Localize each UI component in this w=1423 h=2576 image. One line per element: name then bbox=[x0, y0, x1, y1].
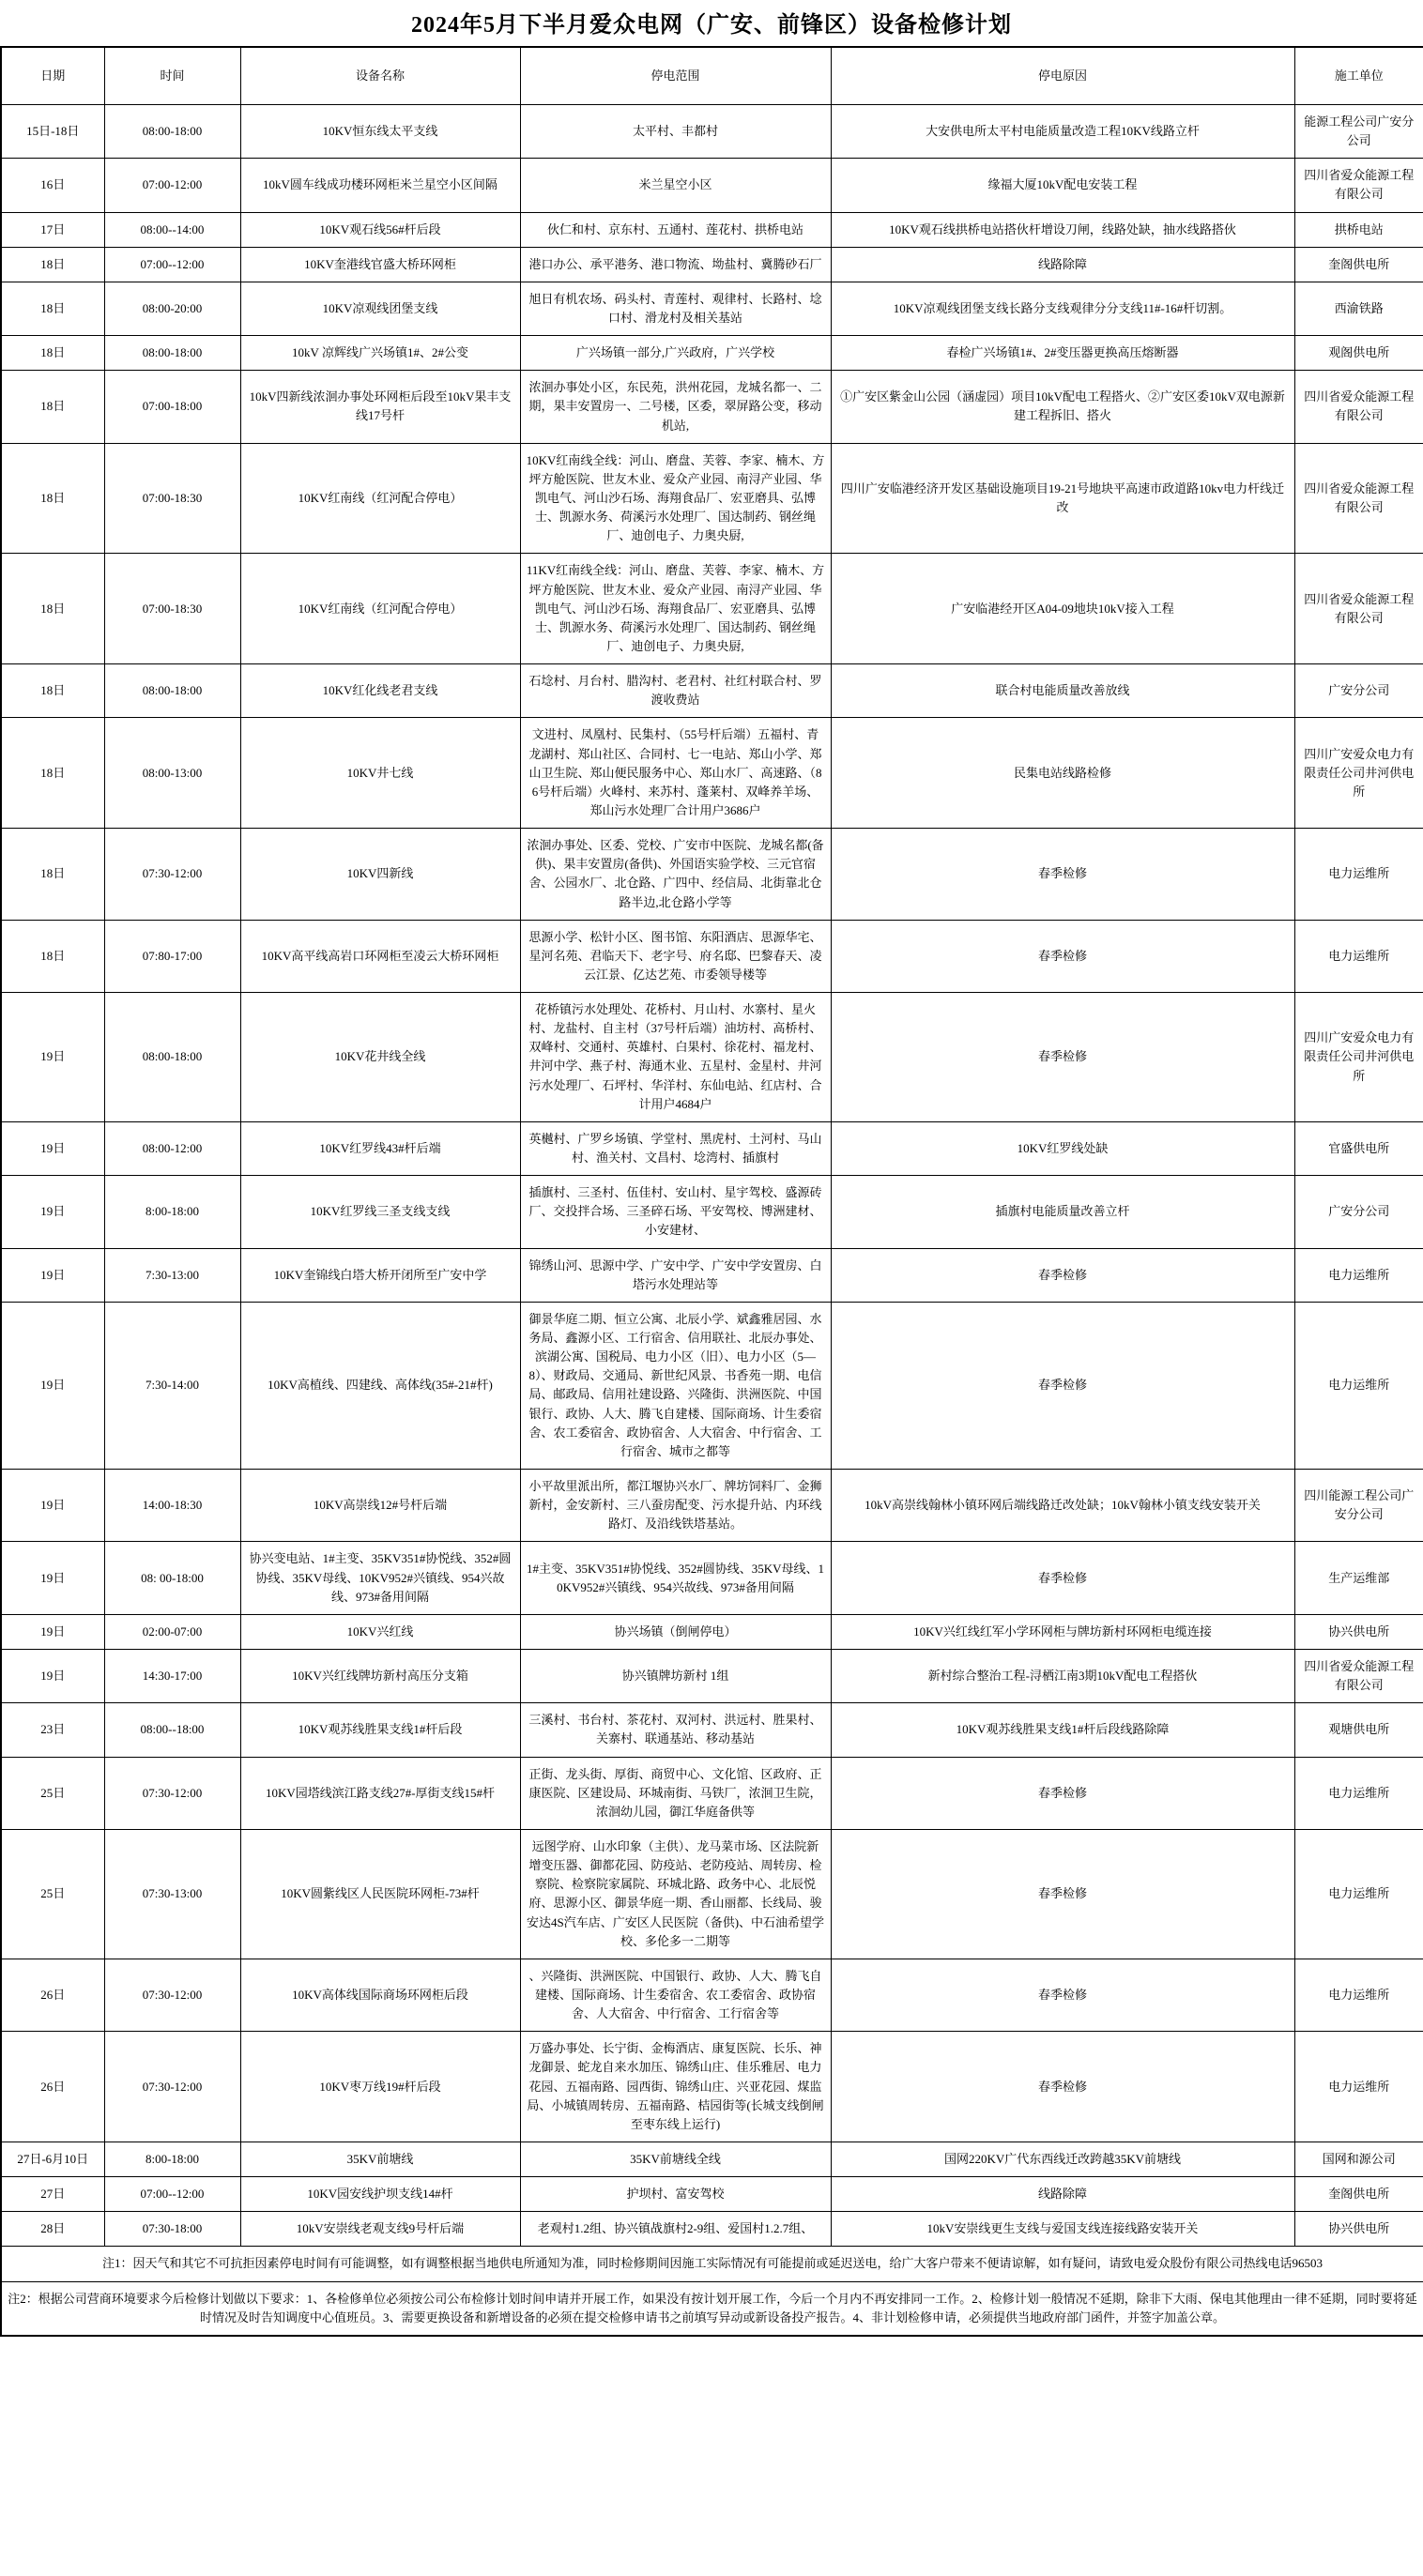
cell-equipment: 10KV红罗线43#杆后端 bbox=[240, 1121, 520, 1175]
note-text: 注1：因天气和其它不可抗拒因素停电时间有可能调整，如有调整根据当地供电所通知为准，同时检修期间因施工实际情况有可能提前或延迟送电，给广大客户带来不便请谅解，如有疑问，请致电爱众股份有限公司热线电话96503 bbox=[1, 2247, 1423, 2281]
cell-outage-range: 远图学府、山水印象（主供）、龙马菜市场、区法院新增变压器、御都花园、防疫站、老防疫站、周转房、检察院、检察院家属院、环城北路、政务中心、北辰悦府、思源小区、御景华庭一期、香山丽都、长线局、骏安达4S汽车店、广安区人民医院（备供)、中石油希望学校、多伦多一二期等 bbox=[520, 1829, 831, 1959]
table-row bbox=[1, 664, 1423, 718]
cell-construction-unit: 四川能源工程公司广安分公司 bbox=[1294, 1470, 1423, 1542]
maintenance-schedule-table bbox=[0, 46, 1423, 2337]
cell-date: 19日 bbox=[1, 993, 104, 1122]
cell-outage-reason: 10kV安崇线更生支线与爱国支线连接线路安装开关 bbox=[831, 2212, 1294, 2247]
cell-outage-reason: 广安临港经开区A04-09地块10kV接入工程 bbox=[831, 554, 1294, 664]
cell-outage-reason: 民集电站线路检修 bbox=[831, 718, 1294, 829]
table-header bbox=[1, 47, 1423, 105]
cell-outage-reason: 春季检修 bbox=[831, 1829, 1294, 1959]
cell-outage-reason: 插旗村电能质量改善立杆 bbox=[831, 1176, 1294, 1248]
cell-outage-range: 太平村、丰都村 bbox=[520, 105, 831, 159]
cell-equipment: 协兴变电站、1#主变、35KV351#协悦线、352#圆协线、35KV母线、10KV952#兴镇线、954兴故线、973#备用间隔 bbox=[240, 1542, 520, 1614]
table-row bbox=[1, 282, 1423, 335]
header-cell-time: 时间 bbox=[104, 47, 240, 105]
cell-date: 18日 bbox=[1, 371, 104, 443]
table-row bbox=[1, 1757, 1423, 1829]
table-row bbox=[1, 920, 1423, 992]
cell-outage-reason: 联合村电能质量改善放线 bbox=[831, 664, 1294, 718]
cell-time: 08: 00-18:00 bbox=[104, 1542, 240, 1614]
cell-time: 8:00-18:00 bbox=[104, 1176, 240, 1248]
table-row bbox=[1, 2032, 1423, 2142]
cell-date: 19日 bbox=[1, 1650, 104, 1703]
cell-outage-range: 旭日有机农场、码头村、青莲村、观律村、长路村、埝口村、滑龙村及相关基站 bbox=[520, 282, 831, 335]
cell-construction-unit: 拱桥电站 bbox=[1294, 212, 1423, 247]
cell-construction-unit: 电力运维所 bbox=[1294, 1757, 1423, 1829]
header-cell-outage-range: 停电范围 bbox=[520, 47, 831, 105]
cell-construction-unit: 协兴供电所 bbox=[1294, 1614, 1423, 1649]
cell-outage-reason: 10KV观石线拱桥电站搭伙杆增设刀闸，线路处缺，抽水线路搭伙 bbox=[831, 212, 1294, 247]
table-row bbox=[1, 1703, 1423, 1757]
cell-date: 19日 bbox=[1, 1121, 104, 1175]
table-row bbox=[1, 336, 1423, 371]
cell-construction-unit: 电力运维所 bbox=[1294, 1302, 1423, 1469]
cell-construction-unit: 四川省爱众能源工程有限公司 bbox=[1294, 554, 1423, 664]
cell-outage-range: 三溪村、书台村、茶花村、双河村、洪远村、胜果村、关寨村、联通基站、移动基站 bbox=[520, 1703, 831, 1757]
cell-outage-range: 35KV前塘线全线 bbox=[520, 2142, 831, 2176]
cell-outage-reason: 四川广安临港经济开发区基础设施项目19-21号地块平高速市政道路10kv电力杆线迁改 bbox=[831, 443, 1294, 554]
cell-time: 14:30-17:00 bbox=[104, 1650, 240, 1703]
cell-date: 19日 bbox=[1, 1542, 104, 1614]
cell-construction-unit: 国网和源公司 bbox=[1294, 2142, 1423, 2176]
cell-construction-unit: 四川省爱众能源工程有限公司 bbox=[1294, 159, 1423, 212]
cell-equipment: 10KV高平线高岩口环网柜至凌云大桥环网柜 bbox=[240, 920, 520, 992]
cell-construction-unit: 官盛供电所 bbox=[1294, 1121, 1423, 1175]
cell-time: 07:30-18:00 bbox=[104, 2212, 240, 2247]
cell-equipment: 10KV红化线老君支线 bbox=[240, 664, 520, 718]
cell-equipment: 10kV圆车线成功楼环网柜米兰星空小区间隔 bbox=[240, 159, 520, 212]
cell-construction-unit: 电力运维所 bbox=[1294, 920, 1423, 992]
cell-time: 08:00-18:00 bbox=[104, 664, 240, 718]
cell-time: 7:30-13:00 bbox=[104, 1248, 240, 1302]
note-row bbox=[1, 2281, 1423, 2336]
cell-outage-reason: 春季检修 bbox=[831, 920, 1294, 992]
cell-outage-range: 插旗村、三圣村、伍佳村、安山村、星宇驾校、盛源砖厂、交投拌合场、三圣碎石场、平安驾校、博洲建材、小安建材、 bbox=[520, 1176, 831, 1248]
cell-date: 18日 bbox=[1, 920, 104, 992]
cell-construction-unit: 广安分公司 bbox=[1294, 664, 1423, 718]
cell-outage-range: 文进村、凤凰村、民集村、（55号杆后端）五福村、青龙湖村、郑山社区、合同村、七一电站、郑山小学、郑山卫生院、郑山便民服务中心、郑山水厂、高速路、（86号杆后端）火峰村、来苏村、蓬莱村、双峰养羊场、郑山污水处理厂合计用户3686户 bbox=[520, 718, 831, 829]
table-row bbox=[1, 1959, 1423, 2031]
cell-date: 16日 bbox=[1, 159, 104, 212]
cell-time: 07:00--12:00 bbox=[104, 2177, 240, 2212]
table-row bbox=[1, 993, 1423, 1122]
cell-construction-unit: 电力运维所 bbox=[1294, 2032, 1423, 2142]
cell-outage-range: 锦绣山河、思源中学、广安中学、广安中学安置房、白塔污水处理站等 bbox=[520, 1248, 831, 1302]
cell-equipment: 10KV高植线、四建线、高体线(35#-21#杆) bbox=[240, 1302, 520, 1469]
cell-date: 25日 bbox=[1, 1757, 104, 1829]
cell-equipment: 10KV园安线护坝支线14#杆 bbox=[240, 2177, 520, 2212]
cell-date: 27日 bbox=[1, 2177, 104, 2212]
cell-time: 07:80-17:00 bbox=[104, 920, 240, 992]
table-row bbox=[1, 2177, 1423, 2212]
page-title: 2024年5月下半月爱众电网（广安、前锋区）设备检修计划 bbox=[411, 13, 1012, 38]
cell-time: 08:00-20:00 bbox=[104, 282, 240, 335]
cell-outage-range: 米兰星空小区 bbox=[520, 159, 831, 212]
notes-section bbox=[1, 2247, 1423, 2336]
cell-equipment: 10KV兴红线 bbox=[240, 1614, 520, 1649]
table-row bbox=[1, 1829, 1423, 1959]
cell-equipment: 10KV红南线（红河配合停电） bbox=[240, 443, 520, 554]
table-row bbox=[1, 443, 1423, 554]
cell-outage-reason: 春季检修 bbox=[831, 1959, 1294, 2031]
table-row bbox=[1, 1650, 1423, 1703]
cell-time: 08:00-18:00 bbox=[104, 105, 240, 159]
note-text: 注2：根据公司营商环境要求今后检修计划做以下要求：1、各检修单位必须按公司公布检修计划时间申请并开展工作，如果没有按计划开展工作，今后一个月内不再安排同一工作。2、检修计划一般情况不延期，除非下大雨、保电其他理由一律不延期，同时要将延时情况及时告知调度中心值班员。3、需要更换设备和新增设备的必须在提交检修申请书之前填写异动或新设备投产报告。4、非计划检修申请，必须提供当地政府部门函件，并签字加盖公章。 bbox=[1, 2281, 1423, 2336]
cell-construction-unit: 西渝铁路 bbox=[1294, 282, 1423, 335]
cell-outage-reason: 线路除障 bbox=[831, 247, 1294, 282]
cell-time: 07:30-12:00 bbox=[104, 1959, 240, 2031]
cell-outage-range: 老观村1.2组、协兴镇战旗村2-9组、爱国村1.2.7组、 bbox=[520, 2212, 831, 2247]
cell-outage-reason: 春检广兴场镇1#、2#变压器更换高压熔断器 bbox=[831, 336, 1294, 371]
cell-time: 08:00-18:00 bbox=[104, 336, 240, 371]
table-row bbox=[1, 105, 1423, 159]
cell-construction-unit: 四川广安爱众电力有限责任公司井河供电所 bbox=[1294, 718, 1423, 829]
cell-construction-unit: 奎阁供电所 bbox=[1294, 2177, 1423, 2212]
cell-equipment: 10KV观石线56#杆后段 bbox=[240, 212, 520, 247]
cell-outage-reason: 10KV凉观线团堡支线长路分支线观律分分支线11#-16#杆切割。 bbox=[831, 282, 1294, 335]
cell-time: 07:30-12:00 bbox=[104, 1757, 240, 1829]
header-cell-date: 日期 bbox=[1, 47, 104, 105]
table-row bbox=[1, 1614, 1423, 1649]
cell-outage-range: 11KV红南线全线：河山、磨盘、芙蓉、李家、楠木、方坪方舱医院、世友木业、爱众产业园、南浔产业园、华凯电气、河山沙石场、海翔食品厂、宏亚磨具、弘博士、凯源水务、荷溪污水处理厂、国达制药、钢丝绳厂、迪创电子、力奥央厨, bbox=[520, 554, 831, 664]
cell-construction-unit: 生产运维部 bbox=[1294, 1542, 1423, 1614]
table-row bbox=[1, 212, 1423, 247]
cell-outage-range: 护坝村、富安驾校 bbox=[520, 2177, 831, 2212]
cell-construction-unit: 观阁供电所 bbox=[1294, 336, 1423, 371]
table-row bbox=[1, 371, 1423, 443]
cell-outage-range: 协兴镇牌坊新村 1组 bbox=[520, 1650, 831, 1703]
table-row bbox=[1, 1121, 1423, 1175]
cell-time: 07:30-12:00 bbox=[104, 2032, 240, 2142]
cell-construction-unit: 四川广安爱众电力有限责任公司井河供电所 bbox=[1294, 993, 1423, 1122]
cell-outage-reason: 10KV红罗线处缺 bbox=[831, 1121, 1294, 1175]
cell-construction-unit: 四川省爱众能源工程有限公司 bbox=[1294, 443, 1423, 554]
table-row bbox=[1, 1248, 1423, 1302]
table-row bbox=[1, 1302, 1423, 1469]
cell-outage-range: 石埝村、月台村、腊沟村、老君村、社红村联合村、罗渡收费站 bbox=[520, 664, 831, 718]
cell-time: 7:30-14:00 bbox=[104, 1302, 240, 1469]
cell-date: 15日-18日 bbox=[1, 105, 104, 159]
cell-date: 27日-6月10日 bbox=[1, 2142, 104, 2176]
cell-outage-reason: 线路除障 bbox=[831, 2177, 1294, 2212]
cell-date: 25日 bbox=[1, 1829, 104, 1959]
cell-date: 17日 bbox=[1, 212, 104, 247]
cell-date: 26日 bbox=[1, 2032, 104, 2142]
cell-outage-range: 浓洄办事处小区，东民苑，洪州花园，龙城名都一、二期，果丰安置房一、二号楼，区委，翠屏路公变，移动机站, bbox=[520, 371, 831, 443]
cell-outage-reason: 春季检修 bbox=[831, 1542, 1294, 1614]
table-row bbox=[1, 247, 1423, 282]
cell-outage-reason: 新村综合整治工程-浔栖江南3期10kV配电工程搭伙 bbox=[831, 1650, 1294, 1703]
cell-outage-reason: 10kV高崇线翰林小镇环网后端线路迁改处缺；10kV翰林小镇支线安装开关 bbox=[831, 1470, 1294, 1542]
cell-date: 18日 bbox=[1, 829, 104, 921]
cell-date: 26日 bbox=[1, 1959, 104, 2031]
cell-outage-reason: 10KV兴红线红军小学环网柜与牌坊新村环网柜电缆连接 bbox=[831, 1614, 1294, 1649]
table-row bbox=[1, 2142, 1423, 2176]
table-row bbox=[1, 2212, 1423, 2247]
cell-equipment: 10KV园塔线滨江路支线27#-厚街支线15#杆 bbox=[240, 1757, 520, 1829]
cell-outage-range: 万盛办事处、长宁街、金梅酒店、康复医院、长乐、神龙御景、蛇龙自来水加压、锦绣山庄、佳乐雅居、电力花园、五福南路、园西街、锦绣山庄、兴亚花园、煤监局、小城镇周转房、五福南路、桔园街等(长城支线倒闸至枣东线上运行) bbox=[520, 2032, 831, 2142]
table-row bbox=[1, 1542, 1423, 1614]
cell-date: 23日 bbox=[1, 1703, 104, 1757]
cell-equipment: 10KV花井线全线 bbox=[240, 993, 520, 1122]
cell-date: 19日 bbox=[1, 1302, 104, 1469]
cell-time: 08:00--18:00 bbox=[104, 1703, 240, 1757]
cell-equipment: 10KV红罗线三圣支线支线 bbox=[240, 1176, 520, 1248]
cell-outage-range: 小平故里派出所，都江堰协兴水厂、牌坊饲料厂、金狮新村，金安新村、三八蚕房配变、污水提升站、内环线路灯、及沿线铁塔基站。 bbox=[520, 1470, 831, 1542]
cell-time: 08:00-12:00 bbox=[104, 1121, 240, 1175]
cell-date: 19日 bbox=[1, 1470, 104, 1542]
cell-time: 14:00-18:30 bbox=[104, 1470, 240, 1542]
cell-equipment: 35KV前塘线 bbox=[240, 2142, 520, 2176]
cell-outage-reason: 国网220KV广代东西线迁改跨越35KV前塘线 bbox=[831, 2142, 1294, 2176]
cell-equipment: 10kV四新线浓洄办事处环网柜后段至10kV果丰支线17号杆 bbox=[240, 371, 520, 443]
cell-equipment: 10KV高崇线12#号杆后端 bbox=[240, 1470, 520, 1542]
cell-equipment: 10KV观苏线胜果支线1#杆后段 bbox=[240, 1703, 520, 1757]
cell-outage-reason: 春季检修 bbox=[831, 1757, 1294, 1829]
cell-outage-range: 协兴场镇（倒闸停电） bbox=[520, 1614, 831, 1649]
cell-equipment: 10KV凉观线团堡支线 bbox=[240, 282, 520, 335]
cell-outage-range: 、兴隆街、洪洲医院、中国银行、政协、人大、腾飞自建楼、国际商场、计生委宿舍、农工委宿舍、政协宿舍、人大宿舍、中行宿舍、工行宿舍等 bbox=[520, 1959, 831, 2031]
cell-equipment: 10KV恒东线太平支线 bbox=[240, 105, 520, 159]
cell-time: 07:00-18:30 bbox=[104, 554, 240, 664]
header-cell-outage-reason: 停电原因 bbox=[831, 47, 1294, 105]
cell-outage-range: 伙仁和村、京东村、五通村、莲花村、拱桥电站 bbox=[520, 212, 831, 247]
cell-construction-unit: 协兴供电所 bbox=[1294, 2212, 1423, 2247]
cell-construction-unit: 电力运维所 bbox=[1294, 1959, 1423, 2031]
cell-outage-reason: 春季检修 bbox=[831, 993, 1294, 1122]
cell-outage-range: 正街、龙头街、厚街、商贸中心、文化馆、区政府、正康医院、区建设局、环城南街、马铁厂，浓洄卫生院，浓洄幼儿园，御江华庭备供等 bbox=[520, 1757, 831, 1829]
cell-time: 07:00--12:00 bbox=[104, 247, 240, 282]
cell-date: 18日 bbox=[1, 247, 104, 282]
table-row bbox=[1, 1176, 1423, 1248]
cell-outage-range: 浓洄办事处、区委、党校、广安市中医院、龙城名都(备供)、果丰安置房(备供)、外国语实验学校、三元官宿舍、公园水厂、北仓路、广四中、经信局、北街靠北仓路半边,北仓路小学等 bbox=[520, 829, 831, 921]
cell-outage-reason: 缘福大厦10kV配电安装工程 bbox=[831, 159, 1294, 212]
cell-outage-reason: 大安供电所太平村电能质量改造工程10KV线路立杆 bbox=[831, 105, 1294, 159]
cell-equipment: 10KV四新线 bbox=[240, 829, 520, 921]
cell-equipment: 10KV枣万线19#杆后段 bbox=[240, 2032, 520, 2142]
cell-outage-reason: 春季检修 bbox=[831, 1302, 1294, 1469]
cell-date: 19日 bbox=[1, 1248, 104, 1302]
cell-outage-range: 港口办公、承平港务、港口物流、坳盐村、冀腾砂石厂 bbox=[520, 247, 831, 282]
cell-equipment: 10KV奎锦线白塔大桥开闭所至广安中学 bbox=[240, 1248, 520, 1302]
cell-construction-unit: 广安分公司 bbox=[1294, 1176, 1423, 1248]
cell-time: 08:00--14:00 bbox=[104, 212, 240, 247]
cell-date: 18日 bbox=[1, 664, 104, 718]
cell-time: 07:00-18:00 bbox=[104, 371, 240, 443]
cell-outage-range: 10KV红南线全线：河山、磨盘、芙蓉、李家、楠木、方坪方舱医院、世友木业、爱众产业园、南浔产业园、华凯电气、河山沙石场、海翔食品厂、宏亚磨具、弘博士、凯源水务、荷溪污水处理厂、国达制药、钢丝绳厂、迪创电子、力奥央厨, bbox=[520, 443, 831, 554]
cell-outage-reason: 10KV观苏线胜果支线1#杆后段线路除障 bbox=[831, 1703, 1294, 1757]
cell-date: 19日 bbox=[1, 1176, 104, 1248]
cell-construction-unit: 电力运维所 bbox=[1294, 1248, 1423, 1302]
cell-date: 19日 bbox=[1, 1614, 104, 1649]
header-cell-equipment: 设备名称 bbox=[240, 47, 520, 105]
header-cell-construction-unit: 施工单位 bbox=[1294, 47, 1423, 105]
cell-date: 28日 bbox=[1, 2212, 104, 2247]
cell-time: 07:00-18:30 bbox=[104, 443, 240, 554]
cell-construction-unit: 四川省爱众能源工程有限公司 bbox=[1294, 371, 1423, 443]
cell-outage-reason: 春季检修 bbox=[831, 2032, 1294, 2142]
cell-construction-unit: 观塘供电所 bbox=[1294, 1703, 1423, 1757]
cell-outage-reason: 春季检修 bbox=[831, 1248, 1294, 1302]
cell-outage-range: 思源小学、松针小区、图书馆、东阳酒店、思源华宅、星河名苑、君临天下、老字号、府名邸、巴黎春天、凌云江景、亿达艺苑、市委领导楼等 bbox=[520, 920, 831, 992]
cell-time: 02:00-07:00 bbox=[104, 1614, 240, 1649]
cell-date: 18日 bbox=[1, 718, 104, 829]
cell-outage-range: 广兴场镇一部分,广兴政府，广兴学校 bbox=[520, 336, 831, 371]
cell-equipment: 10KV奎港线官盛大桥环网柜 bbox=[240, 247, 520, 282]
cell-equipment: 10kV 凉辉线广兴场镇1#、2#公变 bbox=[240, 336, 520, 371]
cell-date: 18日 bbox=[1, 443, 104, 554]
cell-equipment: 10kV安崇线老观支线9号杆后端 bbox=[240, 2212, 520, 2247]
table-row bbox=[1, 159, 1423, 212]
cell-outage-range: 英樾村、广罗乡场镇、学堂村、黑虎村、土河村、马山村、渔关村、文昌村、埝湾村、插旗村 bbox=[520, 1121, 831, 1175]
cell-time: 08:00-13:00 bbox=[104, 718, 240, 829]
cell-date: 18日 bbox=[1, 336, 104, 371]
cell-construction-unit: 奎阁供电所 bbox=[1294, 247, 1423, 282]
cell-time: 08:00-18:00 bbox=[104, 993, 240, 1122]
cell-equipment: 10KV圆紫线区人民医院环网柜-73#杆 bbox=[240, 1829, 520, 1959]
cell-outage-reason: 春季检修 bbox=[831, 829, 1294, 921]
cell-outage-range: 花桥镇污水处理处、花桥村、月山村、水寨村、星火村、龙盐村、自主村（37号杆后端）油坊村、高桥村、双峰村、交通村、英雄村、白果村、徐花村、福龙村、井河中学、燕子村、海通木业、五星村、金星村、井河污水处理厂、石坪村、华洋村、东仙电站、红店村、合计用户4684户 bbox=[520, 993, 831, 1122]
cell-equipment: 10KV红南线（红河配合停电） bbox=[240, 554, 520, 664]
cell-time: 07:00-12:00 bbox=[104, 159, 240, 212]
cell-equipment: 10KV兴红线牌坊新村高压分支箱 bbox=[240, 1650, 520, 1703]
table-row bbox=[1, 554, 1423, 664]
cell-date: 18日 bbox=[1, 554, 104, 664]
cell-outage-range: 御景华庭二期、恒立公寓、北辰小学、斌鑫雅居园、水务局、鑫源小区、工行宿舍、信用联社、北辰办事处、滨湖公寓、国税局、电力小区（旧）、电力小区（5—8）、财政局、交通局、新世纪风景、书香苑一期、电信局、邮政局、信用社建设路、兴隆街、洪洲医院、中国银行、政协、人大、腾飞自建楼、国际商场、计生委宿舍、农工委宿舍、政协宿舍、人大宿舍、中行宿舍、工行宿舍、城市之都等 bbox=[520, 1302, 831, 1469]
table-row bbox=[1, 718, 1423, 829]
table-row bbox=[1, 1470, 1423, 1542]
table-row bbox=[1, 829, 1423, 921]
cell-time: 07:30-12:00 bbox=[104, 829, 240, 921]
note-row bbox=[1, 2247, 1423, 2281]
cell-date: 18日 bbox=[1, 282, 104, 335]
cell-construction-unit: 能源工程公司广安分公司 bbox=[1294, 105, 1423, 159]
cell-equipment: 10KV高体线国际商场环网柜后段 bbox=[240, 1959, 520, 2031]
cell-outage-range: 1#主变、35KV351#协悦线、352#圆协线、35KV母线、10KV952#兴镇线、954兴故线、973#备用间隔 bbox=[520, 1542, 831, 1614]
cell-outage-reason: ①广安区紫金山公园（涵虚园）项目10kV配电工程搭火、②广安区委10kV双电源新建工程拆旧、搭火 bbox=[831, 371, 1294, 443]
cell-construction-unit: 四川省爱众能源工程有限公司 bbox=[1294, 1650, 1423, 1703]
cell-equipment: 10KV井七线 bbox=[240, 718, 520, 829]
cell-time: 8:00-18:00 bbox=[104, 2142, 240, 2176]
cell-construction-unit: 电力运维所 bbox=[1294, 829, 1423, 921]
table-body bbox=[1, 105, 1423, 2247]
cell-time: 07:30-13:00 bbox=[104, 1829, 240, 1959]
cell-construction-unit: 电力运维所 bbox=[1294, 1829, 1423, 1959]
